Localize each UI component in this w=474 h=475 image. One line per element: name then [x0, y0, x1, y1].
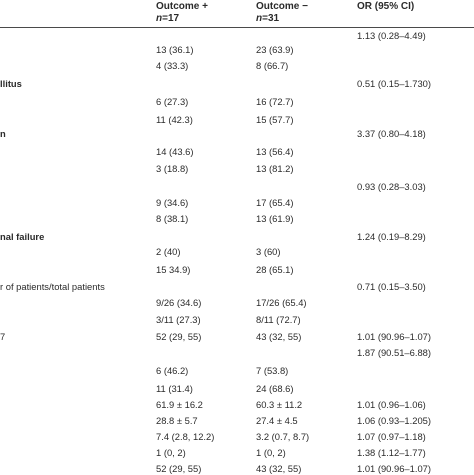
outcome-positive-value: 9 (34.6) — [156, 197, 189, 208]
outcome-negative-value: 8/11 (72.7) — [256, 314, 301, 325]
outcome-positive-value: 13 (36.1) — [156, 44, 194, 55]
outcome-negative-value: 17/26 (65.4) — [256, 297, 307, 308]
outcome-positive-value: 3 (18.8) — [156, 163, 189, 174]
outcome-negative-value: 43 (32, 55) — [256, 463, 302, 474]
outcome-negative-value: 60.3 ± 11.2 — [256, 399, 303, 410]
outcome-positive-value: 2 (40) — [156, 246, 181, 257]
odds-ratio-value: 1.87 (90.51–6.88) — [357, 347, 432, 358]
outcome-positive-value: 28.8 ± 5.7 — [156, 415, 198, 426]
outcome-positive-value: 3/11 (27.3) — [156, 314, 201, 325]
outcome-positive-value: 11 (42.3) — [156, 114, 193, 125]
header-outcome-negative-n: n=31 — [256, 13, 280, 24]
header-outcome-positive — [156, 1, 208, 25]
row-label: r of patients/total patients — [0, 281, 105, 292]
outcome-negative-value: 1 (0, 2) — [256, 447, 286, 458]
outcome-negative-value: 7 (53.8) — [256, 365, 289, 376]
odds-ratio-value: 1.24 (0.19–8.29) — [357, 231, 426, 242]
outcome-positive-value: 8 (38.1) — [156, 213, 189, 224]
outcome-positive-value: 52 (29, 55) — [156, 463, 202, 474]
odds-ratio-value: 1.13 (0.28–4.49) — [357, 30, 426, 41]
outcome-positive-value: 6 (27.3) — [156, 96, 189, 107]
row-label: nal failure — [0, 231, 45, 242]
odds-ratio-value: 1.01 (0.96–1.06) — [357, 399, 426, 410]
row-label: llitus — [0, 78, 22, 89]
header-outcome-positive-n: n=17 — [156, 13, 180, 24]
odds-ratio-value: 1.01 (90.96–1.07) — [357, 463, 432, 474]
outcome-positive-value: 4 (33.3) — [156, 60, 189, 71]
outcome-positive-value: 11 (31.4) — [156, 383, 193, 394]
odds-ratio-value: 1.01 (90.96–1.07) — [357, 331, 432, 342]
outcome-positive-value: 61.9 ± 16.2 — [156, 399, 203, 410]
header-odds-ratio: OR (95% CI) — [357, 1, 415, 12]
outcome-negative-value: 27.4 ± 4.5 — [256, 415, 298, 426]
outcome-negative-value: 23 (63.9) — [256, 44, 294, 55]
outcome-negative-value: 13 (81.2) — [256, 163, 294, 174]
header-outcome-negative-label: Outcome − — [256, 1, 308, 12]
header-rule — [0, 27, 474, 28]
outcome-negative-value: 15 (57.7) — [256, 114, 294, 125]
outcome-positive-value: 1 (0, 2) — [156, 447, 186, 458]
outcome-negative-value: 43 (32, 55) — [256, 331, 302, 342]
odds-ratio-value: 0.93 (0.28–3.03) — [357, 181, 426, 192]
row-label: n — [0, 128, 6, 139]
outcome-negative-value: 16 (72.7) — [256, 96, 294, 107]
header-outcome-negative — [256, 1, 308, 25]
outcome-negative-value: 8 (66.7) — [256, 60, 289, 71]
outcome-positive-value: 6 (46.2) — [156, 365, 189, 376]
outcome-negative-value: 3.2 (0.7, 8.7) — [256, 431, 310, 442]
odds-ratio-value: 1.07 (0.97–1.18) — [357, 431, 426, 442]
outcome-positive-value: 9/26 (34.6) — [156, 297, 202, 308]
header-outcome-positive-label: Outcome + — [156, 1, 208, 12]
outcome-positive-value: 15 34.9) — [156, 264, 191, 275]
outcome-negative-value: 13 (56.4) — [256, 146, 294, 157]
odds-ratio-value: 1.38 (1.12–1.77) — [357, 447, 426, 458]
row-label: 7 — [0, 331, 6, 342]
outcome-positive-value: 14 (43.6) — [156, 146, 194, 157]
odds-ratio-value: 3.37 (0.80–4.18) — [357, 128, 426, 139]
outcome-negative-value: 13 (61.9) — [256, 213, 294, 224]
odds-ratio-value: 0.71 (0.15–3.50) — [357, 281, 426, 292]
outcome-negative-value: 28 (65.1) — [256, 264, 294, 275]
odds-ratio-value: 1.06 (0.93–1.205) — [357, 415, 432, 426]
outcome-positive-value: 52 (29, 55) — [156, 331, 202, 342]
outcome-negative-value: 24 (68.6) — [256, 383, 294, 394]
odds-ratio-value: 0.51 (0.15–1.730) — [357, 78, 432, 89]
outcome-positive-value: 7.4 (2.8, 12.2) — [156, 431, 215, 442]
outcome-negative-value: 17 (65.4) — [256, 197, 294, 208]
outcome-negative-value: 3 (60) — [256, 246, 281, 257]
